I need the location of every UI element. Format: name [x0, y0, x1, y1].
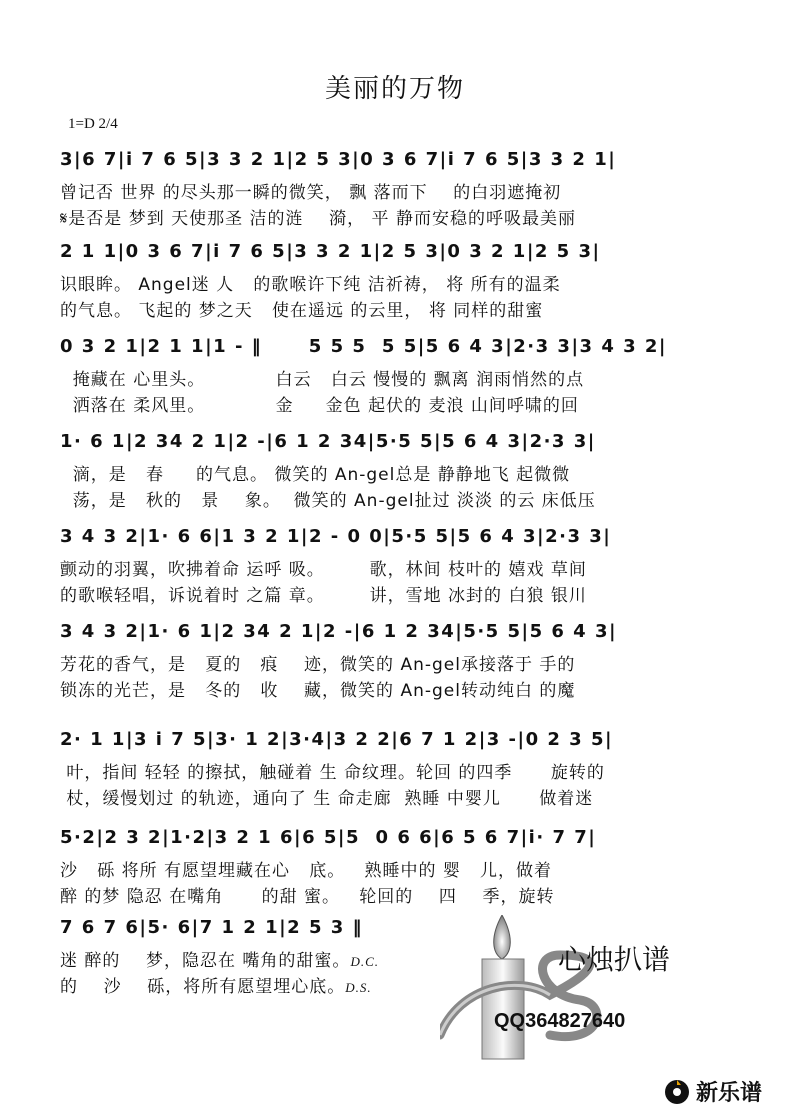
lyric-line — [60, 393, 740, 419]
lyric-text: 𝄋是否是 梦到 天使那圣 洁的涟 漪， 平 静而安稳的呼吸最美丽 — [60, 209, 576, 229]
score-system — [60, 818, 740, 910]
lyric-line — [60, 678, 740, 704]
lyric-text: 颤动的羽翼，吹拂着命 运呼 吸。 歌，林间 枝叶的 嬉戏 草间 — [60, 560, 587, 580]
repeat-mark: D.C. — [350, 954, 379, 969]
lyric-text: 叶，指间 轻轻 的擦拭，触碰着 生 命纹理。轮回 的四季 旋转的 — [60, 763, 605, 783]
key-signature: 1=D 2/4 — [68, 116, 118, 132]
notation-line: 7 6 7 6|5· 6|7 1 2 1|2 5 3 ‖ — [60, 917, 364, 938]
qq-contact: QQ364827640 — [494, 1010, 626, 1032]
lyric-text: 的气息。 飞起的 梦之天 使在遥远 的云里， 将 同样的甜蜜 — [60, 301, 544, 321]
score-system — [60, 720, 740, 812]
lyric-text: 滴，是 春 的气息。 微笑的 An-gel总是 静静地飞 起微微 — [60, 465, 571, 485]
lyric-text: 识眼眸。 Angel迷 人 的歌喉许下纯 洁祈祷， 将 所有的温柔 — [60, 275, 561, 295]
score-system — [60, 327, 740, 419]
notation-line: 3 4 3 2|1· 6 6|1 3 2 1|2 - 0 0|5·5 5|5 6 4 3|2·3 3| — [60, 526, 612, 547]
notation-line: 3|6 7|i 7 6 5|3 3 2 1|2 5 3|0 3 6 7|i 7 6 5|3 3 2 1| — [60, 149, 617, 170]
lyric-line — [60, 786, 740, 812]
site-logo — [664, 1076, 762, 1107]
lyric-text: 的歌喉轻唱，诉说着时 之篇 章。 讲，雪地 冰封的 白狼 银川 — [60, 586, 587, 606]
notation-line: 2· 1 1|3 i 7 5|3· 1 2|3·4|3 2 2|6 7 1 2|3 -|0 2 3 5| — [60, 729, 614, 750]
lyric-text: 荡，是 秋的 景 象。 微笑的 An-gel扯过 淡淡 的云 床低压 — [60, 491, 596, 511]
lyric-line — [60, 884, 740, 910]
lyric-text: 掩藏在 心里头。 白云 白云 慢慢的 飘离 润雨悄然的点 — [60, 370, 585, 390]
lyric-line — [60, 298, 740, 324]
score-system — [60, 232, 740, 324]
lyric-line — [60, 180, 740, 206]
lyric-text: 锁冻的光芒，是 冬的 收 藏，微笑的 An-gel转动纯白 的魔 — [60, 681, 576, 701]
lyric-text: 的 沙 砾，将所有愿望埋心底。 — [60, 977, 346, 997]
lyric-text: 醉 的梦 隐忍 在嘴角 的甜 蜜。 轮回的 四 季，旋转 — [60, 887, 555, 907]
lyric-text: 迷 醉的 梦，隐忍在 嘴角的甜蜜。 — [60, 951, 351, 971]
music-disc-icon — [664, 1079, 690, 1105]
lyric-line — [60, 206, 740, 232]
lyric-line — [60, 462, 740, 488]
lyric-line — [60, 760, 740, 786]
notation-line: 2 1 1|0 3 6 7|i 7 6 5|3 3 2 1|2 5 3|0 3 2 1|2 5 3| — [60, 241, 601, 262]
lyric-text: 芳花的香气，是 夏的 痕 迹，微笑的 An-gel承接落于 手的 — [60, 655, 576, 675]
score-system — [60, 517, 740, 609]
score-system — [60, 140, 740, 232]
logo-text: 新乐谱 — [696, 1081, 763, 1106]
lyric-line — [60, 272, 740, 298]
lyric-line — [60, 557, 740, 583]
score-system — [60, 612, 740, 704]
lyric-line — [60, 858, 740, 884]
notation-line: 1· 6 1|2 34 2 1|2 -|6 1 2 34|5·5 5|5 6 4 3|2·3 3| — [60, 431, 596, 452]
lyric-line — [60, 488, 740, 514]
notation-line: 3 4 3 2|1· 6 1|2 34 2 1|2 -|6 1 2 34|5·5 5|5 6 4 3| — [60, 621, 618, 642]
transcriber-signature: 心烛扒谱 — [558, 943, 671, 976]
lyric-line — [60, 367, 740, 393]
repeat-mark: D.S. — [345, 980, 372, 995]
score-system — [60, 422, 740, 514]
lyric-text: 沙 砾 将所 有愿望埋藏在心 底。 熟睡中的 婴 儿，做着 — [60, 861, 553, 881]
lyric-line — [60, 652, 740, 678]
lyric-text: 洒落在 柔风里。 金 金色 起伏的 麦浪 山间呼啸的回 — [60, 396, 579, 416]
lyric-text: 杖，缓慢划过 的轨迹，通向了 生 命走廊 熟睡 中婴儿 做着迷 — [60, 789, 594, 809]
lyric-text: 曾记否 世界 的尽头那一瞬的微笑， 飘 落而下 的白羽遮掩初 — [60, 183, 562, 203]
song-title: 美丽的万物 — [324, 74, 465, 104]
notation-line: 5·2|2 3 2|1·2|3 2 1 6|6 5|5 0 6 6|6 5 6 7|i· 7 7| — [60, 827, 597, 848]
notation-line: 0 3 2 1|2 1 1|1 - ‖ 5 5 5 5 5|5 6 4 3|2·3 3|3 4 3 2| — [60, 336, 668, 357]
lyric-line — [60, 583, 740, 609]
